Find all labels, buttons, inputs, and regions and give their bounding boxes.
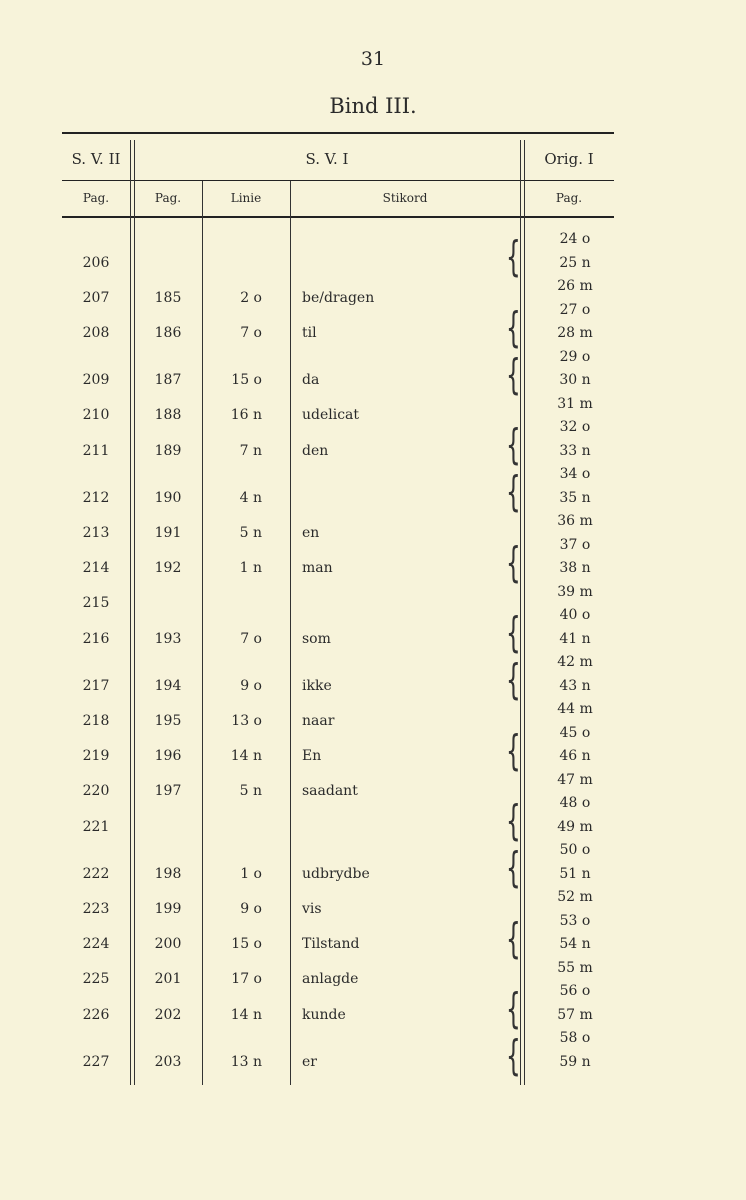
row-linie: 13 o [231,712,262,729]
row-orig-pag: 48 o [559,795,591,811]
row-linie: 16 n [230,407,262,424]
row-stikord: kunde [302,1006,346,1023]
row-sv2-pag: 206 [82,254,110,271]
row-linie: 9 o [240,677,262,694]
row-orig-pag: 30 n [559,372,591,388]
top-rule [62,132,614,134]
page-number: 31 [360,48,386,70]
row-orig-pag: 43 n [559,677,591,694]
row-sv2-pag: 224 [82,936,110,952]
row-sv1-pag: 187 [154,372,182,388]
row-sv1-pag: 198 [154,865,182,882]
brace-icon: { [506,984,521,1033]
row-orig-pag: 40 o [559,607,591,623]
row-sv2-pag: 208 [82,325,110,341]
col-divider-sv2 [130,140,131,1085]
header-rule [62,180,614,181]
row-orig-pag: 52 m [557,889,593,905]
row-stikord: udbrydbe [302,865,370,882]
row-orig-pag: 45 o [559,724,591,741]
row-orig-pag: 58 o [559,1030,591,1046]
row-orig-pag: 55 m [557,959,593,976]
row-stikord: Tilstand [302,936,360,952]
row-stikord: er [302,1053,317,1070]
row-linie: 14 n [230,1006,262,1023]
row-stikord: En [302,748,322,764]
row-linie: 17 o [231,971,262,988]
row-orig-pag: 32 o [559,419,591,435]
row-linie: 14 n [230,748,262,764]
row-linie: 7 o [240,630,262,647]
row-stikord: anlagde [302,971,359,988]
row-orig-pag: 37 o [559,536,591,553]
row-sv1-pag: 193 [154,630,182,647]
row-stikord: saadant [302,783,358,800]
row-stikord: som [302,630,331,647]
header-sv1: S. V. I [305,150,349,168]
brace-icon: { [506,420,521,469]
row-orig-pag: 35 n [559,489,591,506]
row-sv1-pag: 196 [154,748,182,764]
row-sv1-pag: 190 [154,489,182,506]
subheader-pag-orig: Pag. [555,191,583,205]
row-sv1-pag: 191 [154,524,182,541]
row-stikord: udelicat [302,407,360,424]
brace-icon: { [506,349,521,399]
row-linie: 4 n [239,489,262,506]
row-linie: 7 o [240,325,262,341]
row-orig-pag: 29 o [559,348,591,365]
row-orig-pag: 44 m [557,701,593,717]
row-linie: 2 o [240,289,262,306]
row-sv2-pag: 210 [82,407,110,424]
row-sv1-pag: 194 [154,677,182,694]
subheader-pag-sv1: Pag. [154,191,182,205]
row-stikord: den [302,442,329,459]
col-divider-linie [290,181,291,1085]
row-orig-pag: 42 m [557,654,593,670]
row-linie: 1 o [240,865,262,882]
brace-icon: { [506,655,521,704]
row-sv1-pag: 186 [154,325,182,341]
row-stikord: ikke [302,677,332,694]
row-sv1-pag: 202 [154,1006,182,1023]
row-linie: 13 n [230,1053,262,1070]
row-sv2-pag: 227 [82,1053,110,1070]
row-stikord: be/dragen [302,289,375,306]
row-orig-pag: 36 m [557,513,593,529]
row-orig-pag: 41 n [559,630,591,647]
row-orig-pag: 24 o [559,231,591,247]
row-sv1-pag: 188 [154,407,182,424]
page-heading: Bind III. [329,94,417,118]
row-sv2-pag: 215 [82,595,110,612]
subheader-linie: Linie [230,191,262,205]
row-sv2-pag: 216 [82,630,110,647]
brace-icon: { [506,232,521,281]
row-linie: 5 n [239,783,262,800]
row-orig-pag: 50 o [559,842,591,858]
row-sv2-pag: 213 [82,524,110,541]
subheader-rule [62,216,614,218]
row-sv1-pag: 192 [154,560,182,576]
header-sv2: S. V. II [71,150,121,168]
row-stikord: en [302,524,320,541]
row-orig-pag: 26 m [557,278,593,294]
brace-icon: { [506,913,521,963]
row-sv2-pag: 219 [82,748,110,764]
row-orig-pag: 53 o [559,912,591,929]
row-orig-pag: 25 n [559,254,591,271]
row-orig-pag: 34 o [559,466,591,482]
row-sv2-pag: 211 [82,442,110,459]
row-orig-pag: 57 m [557,1006,593,1023]
brace-icon: { [506,302,521,352]
row-sv2-pag: 223 [82,900,110,917]
row-sv2-pag: 221 [82,818,110,835]
row-sv1-pag: 201 [154,971,182,988]
row-stikord: naar [302,712,335,729]
row-orig-pag: 56 o [559,983,591,999]
row-orig-pag: 46 n [559,748,591,764]
row-stikord: man [302,560,333,576]
brace-icon: { [506,537,521,587]
row-linie: 15 o [231,372,262,388]
row-linie: 9 o [240,900,262,917]
row-orig-pag: 28 m [557,325,593,341]
row-orig-pag: 33 n [559,442,591,459]
row-sv1-pag: 203 [154,1053,182,1070]
row-sv1-pag: 197 [154,783,182,800]
brace-icon: { [506,1031,521,1080]
brace-icon: { [506,608,521,657]
col-divider-origb [524,140,525,1085]
brace-icon: { [506,796,521,845]
row-sv1-pag: 189 [154,442,182,459]
row-linie: 1 n [239,560,262,576]
row-orig-pag: 47 m [557,771,593,788]
row-sv2-pag: 218 [82,712,110,729]
row-sv2-pag: 225 [82,971,110,988]
row-sv1-pag: 199 [154,900,182,917]
row-sv2-pag: 217 [82,677,110,694]
row-sv2-pag: 212 [82,489,110,506]
row-sv1-pag: 195 [154,712,182,729]
row-linie: 7 n [239,442,262,459]
subheader-pag-sv2: Pag. [82,191,110,205]
row-sv1-pag: 185 [154,289,182,306]
row-orig-pag: 38 n [559,560,591,576]
brace-icon: { [506,725,521,775]
row-orig-pag: 39 m [557,583,593,600]
row-stikord: vis [302,900,322,917]
brace-icon: { [506,843,521,892]
row-linie: 5 n [239,524,262,541]
brace-icon: { [506,467,521,516]
row-orig-pag: 51 n [559,865,591,882]
row-orig-pag: 59 n [559,1053,591,1070]
row-linie: 15 o [231,936,262,952]
row-sv2-pag: 209 [82,372,110,388]
header-orig: Orig. I [544,150,594,168]
row-sv2-pag: 222 [82,865,110,882]
row-orig-pag: 27 o [559,301,591,318]
row-stikord: til [302,325,317,341]
row-orig-pag: 31 m [557,395,593,412]
row-sv2-pag: 220 [82,783,110,800]
subheader-stikord: Stikord [382,191,428,205]
row-sv2-pag: 207 [82,289,110,306]
row-orig-pag: 49 m [557,818,593,835]
row-sv1-pag: 200 [154,936,182,952]
row-stikord: da [302,372,320,388]
row-sv2-pag: 214 [82,560,110,576]
row-sv2-pag: 226 [82,1006,110,1023]
row-orig-pag: 54 n [559,936,591,952]
